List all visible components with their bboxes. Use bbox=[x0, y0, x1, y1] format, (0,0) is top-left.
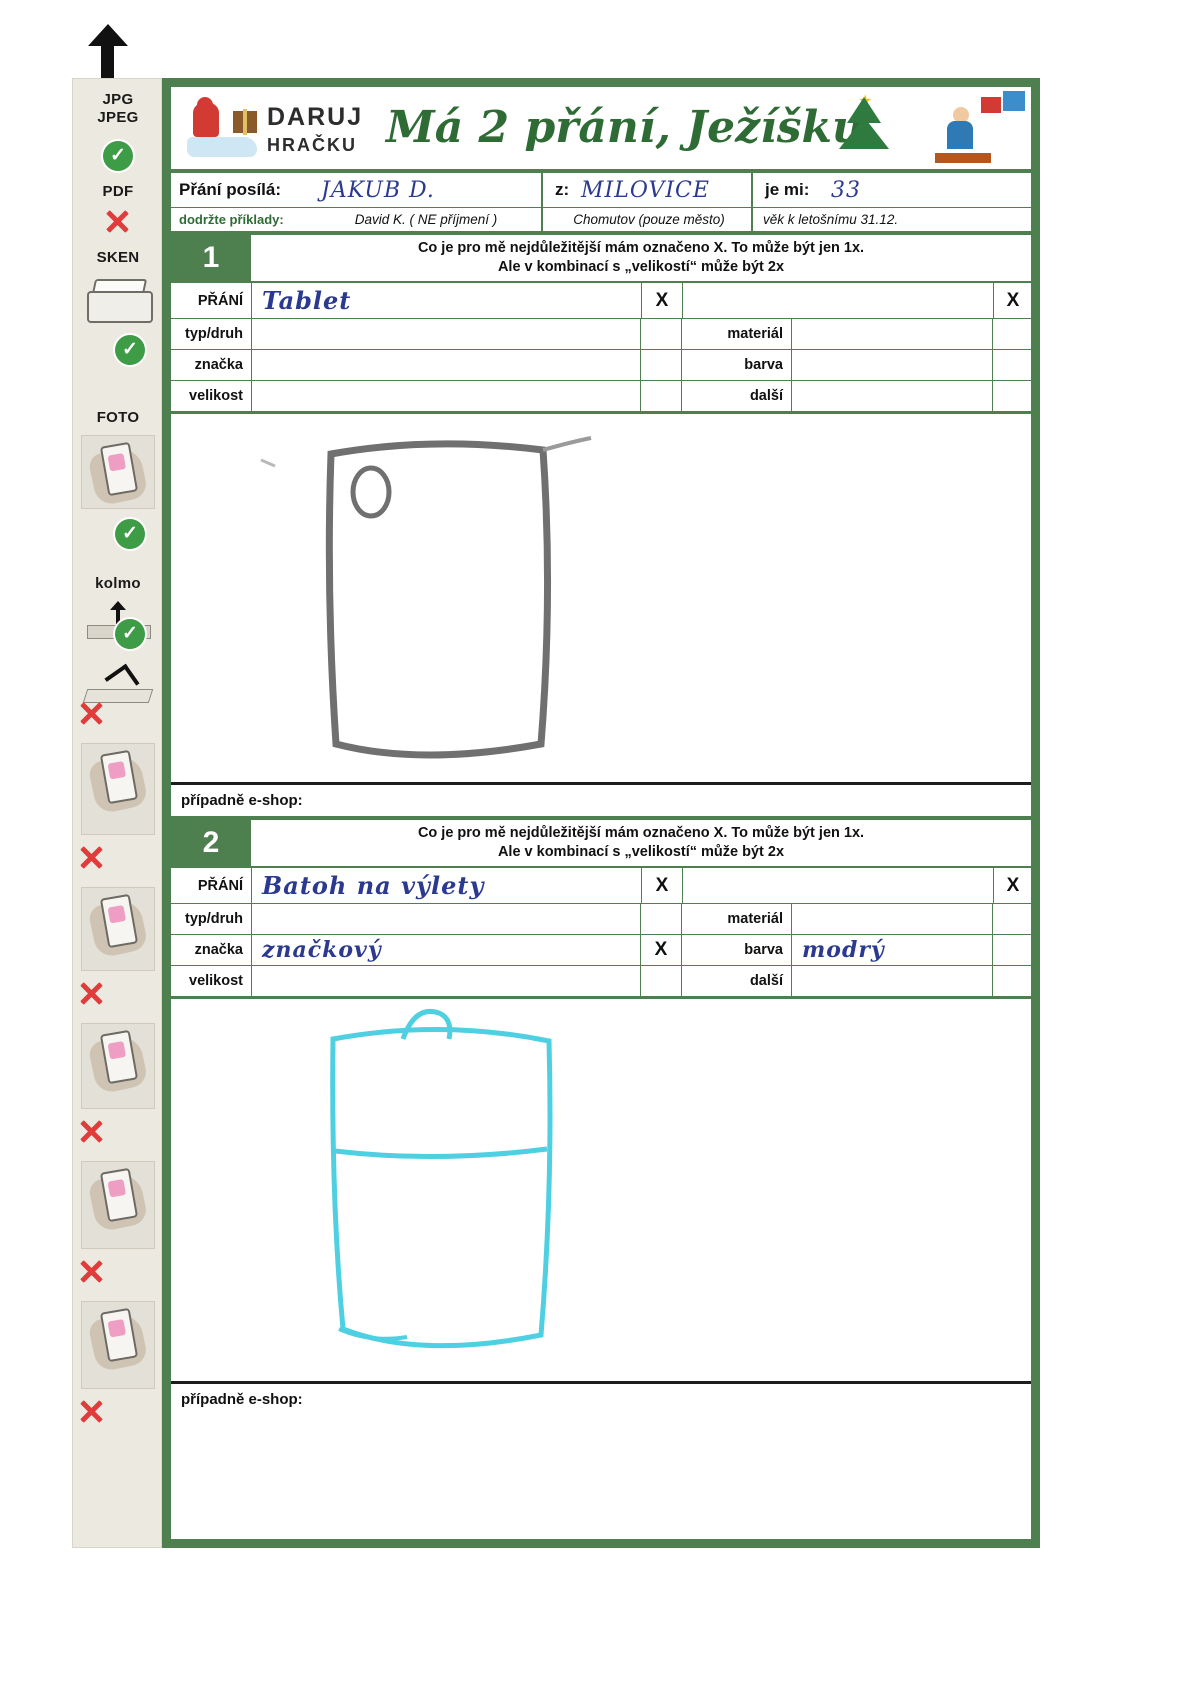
wish-1-row-3-value[interactable] bbox=[251, 381, 641, 411]
wish-2-row-1-label2: materiál bbox=[727, 911, 783, 927]
wish-2-row-3-value[interactable] bbox=[251, 966, 641, 996]
wish-2-row-2-text2: modrý bbox=[802, 937, 885, 963]
phone-photo-shadow-icon bbox=[81, 1161, 155, 1249]
wish-2-row-2-x-left[interactable]: X bbox=[641, 935, 682, 965]
wish-2-row-1-label: typ/druh bbox=[185, 911, 243, 927]
wish-2-row-0-x-left[interactable]: X bbox=[641, 868, 683, 903]
sender-city-field[interactable] bbox=[581, 173, 751, 207]
hint-name: David K. ( NE příjmení ) bbox=[354, 212, 498, 227]
wish-1-eshop-label: případně e-shop: bbox=[181, 792, 303, 809]
scanner-icon bbox=[87, 277, 149, 321]
wish-2-number: 2 bbox=[171, 820, 251, 866]
cross-icon-tilted bbox=[77, 699, 105, 727]
phone-photo-icon bbox=[81, 435, 155, 509]
phone-photo-blurred-icon bbox=[81, 1301, 155, 1389]
table-row bbox=[171, 904, 1031, 935]
wish-2-instruction-line-1: Co je pro mě nejdůležitější mám označeno X. To může být jen 1x. bbox=[417, 825, 865, 841]
rail-label-foto: FOTO bbox=[96, 409, 140, 426]
wish-2-row-3-x-left[interactable] bbox=[641, 966, 682, 996]
sender-age-field[interactable] bbox=[831, 173, 931, 207]
wish-2-eshop-row[interactable] bbox=[171, 1381, 1031, 1415]
hint-age: věk k letošnímu 31.12. bbox=[763, 212, 899, 227]
wish-1-row-2-value[interactable] bbox=[251, 350, 641, 380]
wish-2-eshop-label: případně e-shop: bbox=[181, 1391, 303, 1408]
table-row bbox=[171, 350, 1031, 381]
wish-1-row-3-label2: další bbox=[749, 388, 783, 404]
wish-2-row-0-x-right[interactable]: X bbox=[993, 868, 1032, 903]
wish-1-eshop-row[interactable] bbox=[171, 782, 1031, 816]
rail-item-pdf bbox=[73, 183, 163, 201]
wish-1-grid bbox=[171, 283, 1031, 412]
wish-block-2 bbox=[171, 820, 1031, 1415]
wish-1-row-1-value[interactable] bbox=[251, 319, 641, 349]
wish-2-row-1-x-left[interactable] bbox=[641, 904, 682, 934]
wish-1-instruction-line-1: Co je pro mě nejdůležitější mám označeno X. To může být jen 1x. bbox=[417, 240, 865, 256]
sender-name-value: JAKUB D. bbox=[321, 177, 435, 203]
sender-age-value: 33 bbox=[831, 177, 861, 203]
wish-1-row-0-label: PŘÁNÍ bbox=[197, 292, 243, 309]
check-icon-jpg: ✓ bbox=[103, 141, 133, 171]
cross-icon-photo-2 bbox=[77, 979, 105, 1007]
wish-1-header bbox=[171, 235, 1031, 283]
wish-2-header bbox=[171, 820, 1031, 868]
check-icon-kolmo: ✓ bbox=[115, 619, 145, 649]
wish-block-1 bbox=[171, 235, 1031, 816]
cross-icon-photo-3 bbox=[77, 1117, 105, 1145]
wish-form-sheet bbox=[162, 78, 1040, 1548]
wish-1-row-1-value2[interactable] bbox=[791, 319, 993, 349]
hint-name-cell bbox=[311, 208, 541, 231]
cross-icon-photo-1 bbox=[77, 843, 105, 871]
hand-drawn-backpack-icon bbox=[171, 999, 1031, 1381]
phone-photo-dark-icon bbox=[81, 1023, 155, 1109]
wish-2-row-2-x-right[interactable] bbox=[993, 935, 1031, 965]
form-header bbox=[171, 87, 1031, 173]
wish-2-row-1-value2[interactable] bbox=[791, 904, 993, 934]
wish-2-row-2-label: značka bbox=[194, 942, 243, 958]
check-icon-sken: ✓ bbox=[115, 335, 145, 365]
rail-label-pdf: PDF bbox=[102, 183, 134, 200]
wish-2-drawing-area[interactable] bbox=[171, 997, 1031, 1381]
wish-1-row-2-label: značka bbox=[194, 357, 243, 373]
wish-1-row-2-x-left[interactable] bbox=[641, 350, 682, 380]
table-row bbox=[171, 283, 1031, 319]
wish-2-row-3-value2[interactable] bbox=[791, 966, 993, 996]
brand-line-1: DARUJ bbox=[267, 103, 364, 131]
wish-1-row-0-value2[interactable] bbox=[681, 283, 1011, 318]
check-icon-foto: ✓ bbox=[115, 519, 145, 549]
wish-2-row-0-text: Batoh na výlety bbox=[262, 871, 485, 900]
hint-city-cell bbox=[547, 208, 751, 231]
wish-1-row-2-value2[interactable] bbox=[791, 350, 993, 380]
santa-sleigh-icon bbox=[185, 97, 263, 163]
cross-icon-pdf bbox=[103, 207, 131, 235]
rail-label-kolmo: kolmo bbox=[95, 575, 141, 592]
wish-2-row-2-value2[interactable] bbox=[791, 935, 993, 965]
wish-1-row-1-label2: materiál bbox=[727, 326, 783, 342]
wish-1-row-0-value[interactable] bbox=[251, 283, 641, 318]
rail-item-kolmo bbox=[73, 575, 163, 593]
table-row bbox=[171, 868, 1031, 904]
sender-city-label-cell bbox=[547, 173, 581, 207]
sender-age-label-cell bbox=[757, 173, 831, 207]
wish-1-number: 1 bbox=[171, 235, 251, 281]
phone-photo-tilted-icon bbox=[81, 743, 155, 835]
wish-2-row-2-value[interactable] bbox=[251, 935, 641, 965]
phone-photo-angled-icon bbox=[81, 887, 155, 971]
rail-item-jpg bbox=[73, 91, 163, 127]
table-row bbox=[171, 381, 1031, 412]
cross-icon-photo-4 bbox=[77, 1257, 105, 1285]
hand-drawn-tablet-icon bbox=[171, 414, 1031, 782]
sender-from-label: Přání posílá: bbox=[179, 180, 282, 199]
rail-item-foto bbox=[73, 409, 163, 427]
wish-2-row-2-text: značkový bbox=[262, 937, 382, 963]
wish-1-row-3-x-left[interactable] bbox=[641, 381, 682, 411]
christmas-tree-icon: ★ bbox=[825, 91, 903, 169]
wish-1-row-0-x-right[interactable]: X bbox=[993, 283, 1032, 318]
sender-city-label: z: bbox=[555, 180, 570, 199]
wish-2-instruction-line-2: Ale v kombinací s „velikostí“ může být 2x bbox=[497, 844, 785, 860]
wish-2-row-3-label: velikost bbox=[189, 973, 243, 989]
table-row bbox=[171, 935, 1031, 966]
wish-1-row-3-label: velikost bbox=[189, 388, 243, 404]
rail-item-sken bbox=[73, 249, 163, 267]
wish-2-row-3-x-right[interactable] bbox=[993, 966, 1031, 996]
hint-age-cell bbox=[757, 208, 1017, 231]
sender-city-value: MILOVICE bbox=[581, 177, 710, 203]
rail-label-jpg: JPG bbox=[102, 91, 134, 108]
wish-2-row-1-value[interactable] bbox=[251, 904, 641, 934]
wish-2-row-0-label: PŘÁNÍ bbox=[197, 877, 243, 894]
wish-1-row-2-x-right[interactable] bbox=[993, 350, 1031, 380]
instruction-rail-arrow bbox=[88, 24, 128, 82]
hint-label: dodržte příklady: bbox=[179, 212, 284, 227]
wish-2-row-2-label2: barva bbox=[744, 942, 783, 958]
rail-label-jpeg: JPEG bbox=[97, 109, 139, 126]
table-row bbox=[171, 966, 1031, 997]
gift-boxes-icon bbox=[981, 89, 1027, 119]
wish-1-row-2-label2: barva bbox=[744, 357, 783, 373]
wish-1-instruction-line-2: Ale v kombinací s „velikostí“ může být 2x bbox=[497, 259, 785, 275]
hint-city: Chomutov (pouze město) bbox=[573, 212, 725, 227]
page-title: Má 2 přání, Ježíšku bbox=[386, 102, 865, 153]
wish-2-row-0-value[interactable] bbox=[251, 868, 641, 903]
sender-from-label-cell bbox=[171, 173, 311, 207]
wish-2-row-1-x-right[interactable] bbox=[993, 904, 1031, 934]
table-row bbox=[171, 319, 1031, 350]
brand-line-2: HRAČKU bbox=[267, 135, 357, 155]
wish-1-row-3-value2[interactable] bbox=[791, 381, 993, 411]
wish-1-drawing-area[interactable] bbox=[171, 412, 1031, 782]
wish-1-row-0-x-left[interactable]: X bbox=[641, 283, 683, 318]
instruction-rail bbox=[72, 78, 162, 1548]
wish-2-row-0-value2[interactable] bbox=[681, 868, 1011, 903]
rail-label-sken: SKEN bbox=[96, 249, 140, 266]
wish-2-grid bbox=[171, 868, 1031, 997]
wish-2-row-3-label2: další bbox=[749, 973, 783, 989]
wish-1-row-1-x-right[interactable] bbox=[993, 319, 1031, 349]
cross-icon-photo-5 bbox=[77, 1397, 105, 1425]
sender-age-label: je mi: bbox=[765, 180, 810, 199]
wish-1-row-1-x-left[interactable] bbox=[641, 319, 682, 349]
wish-1-row-1-label: typ/druh bbox=[185, 326, 243, 342]
wish-1-row-0-text: Tablet bbox=[262, 286, 352, 315]
wish-1-row-3-x-right[interactable] bbox=[993, 381, 1031, 411]
sender-name-field[interactable] bbox=[311, 173, 541, 207]
brand-logo bbox=[181, 91, 381, 167]
hint-label-cell bbox=[171, 208, 311, 231]
sender-block bbox=[171, 173, 1031, 235]
